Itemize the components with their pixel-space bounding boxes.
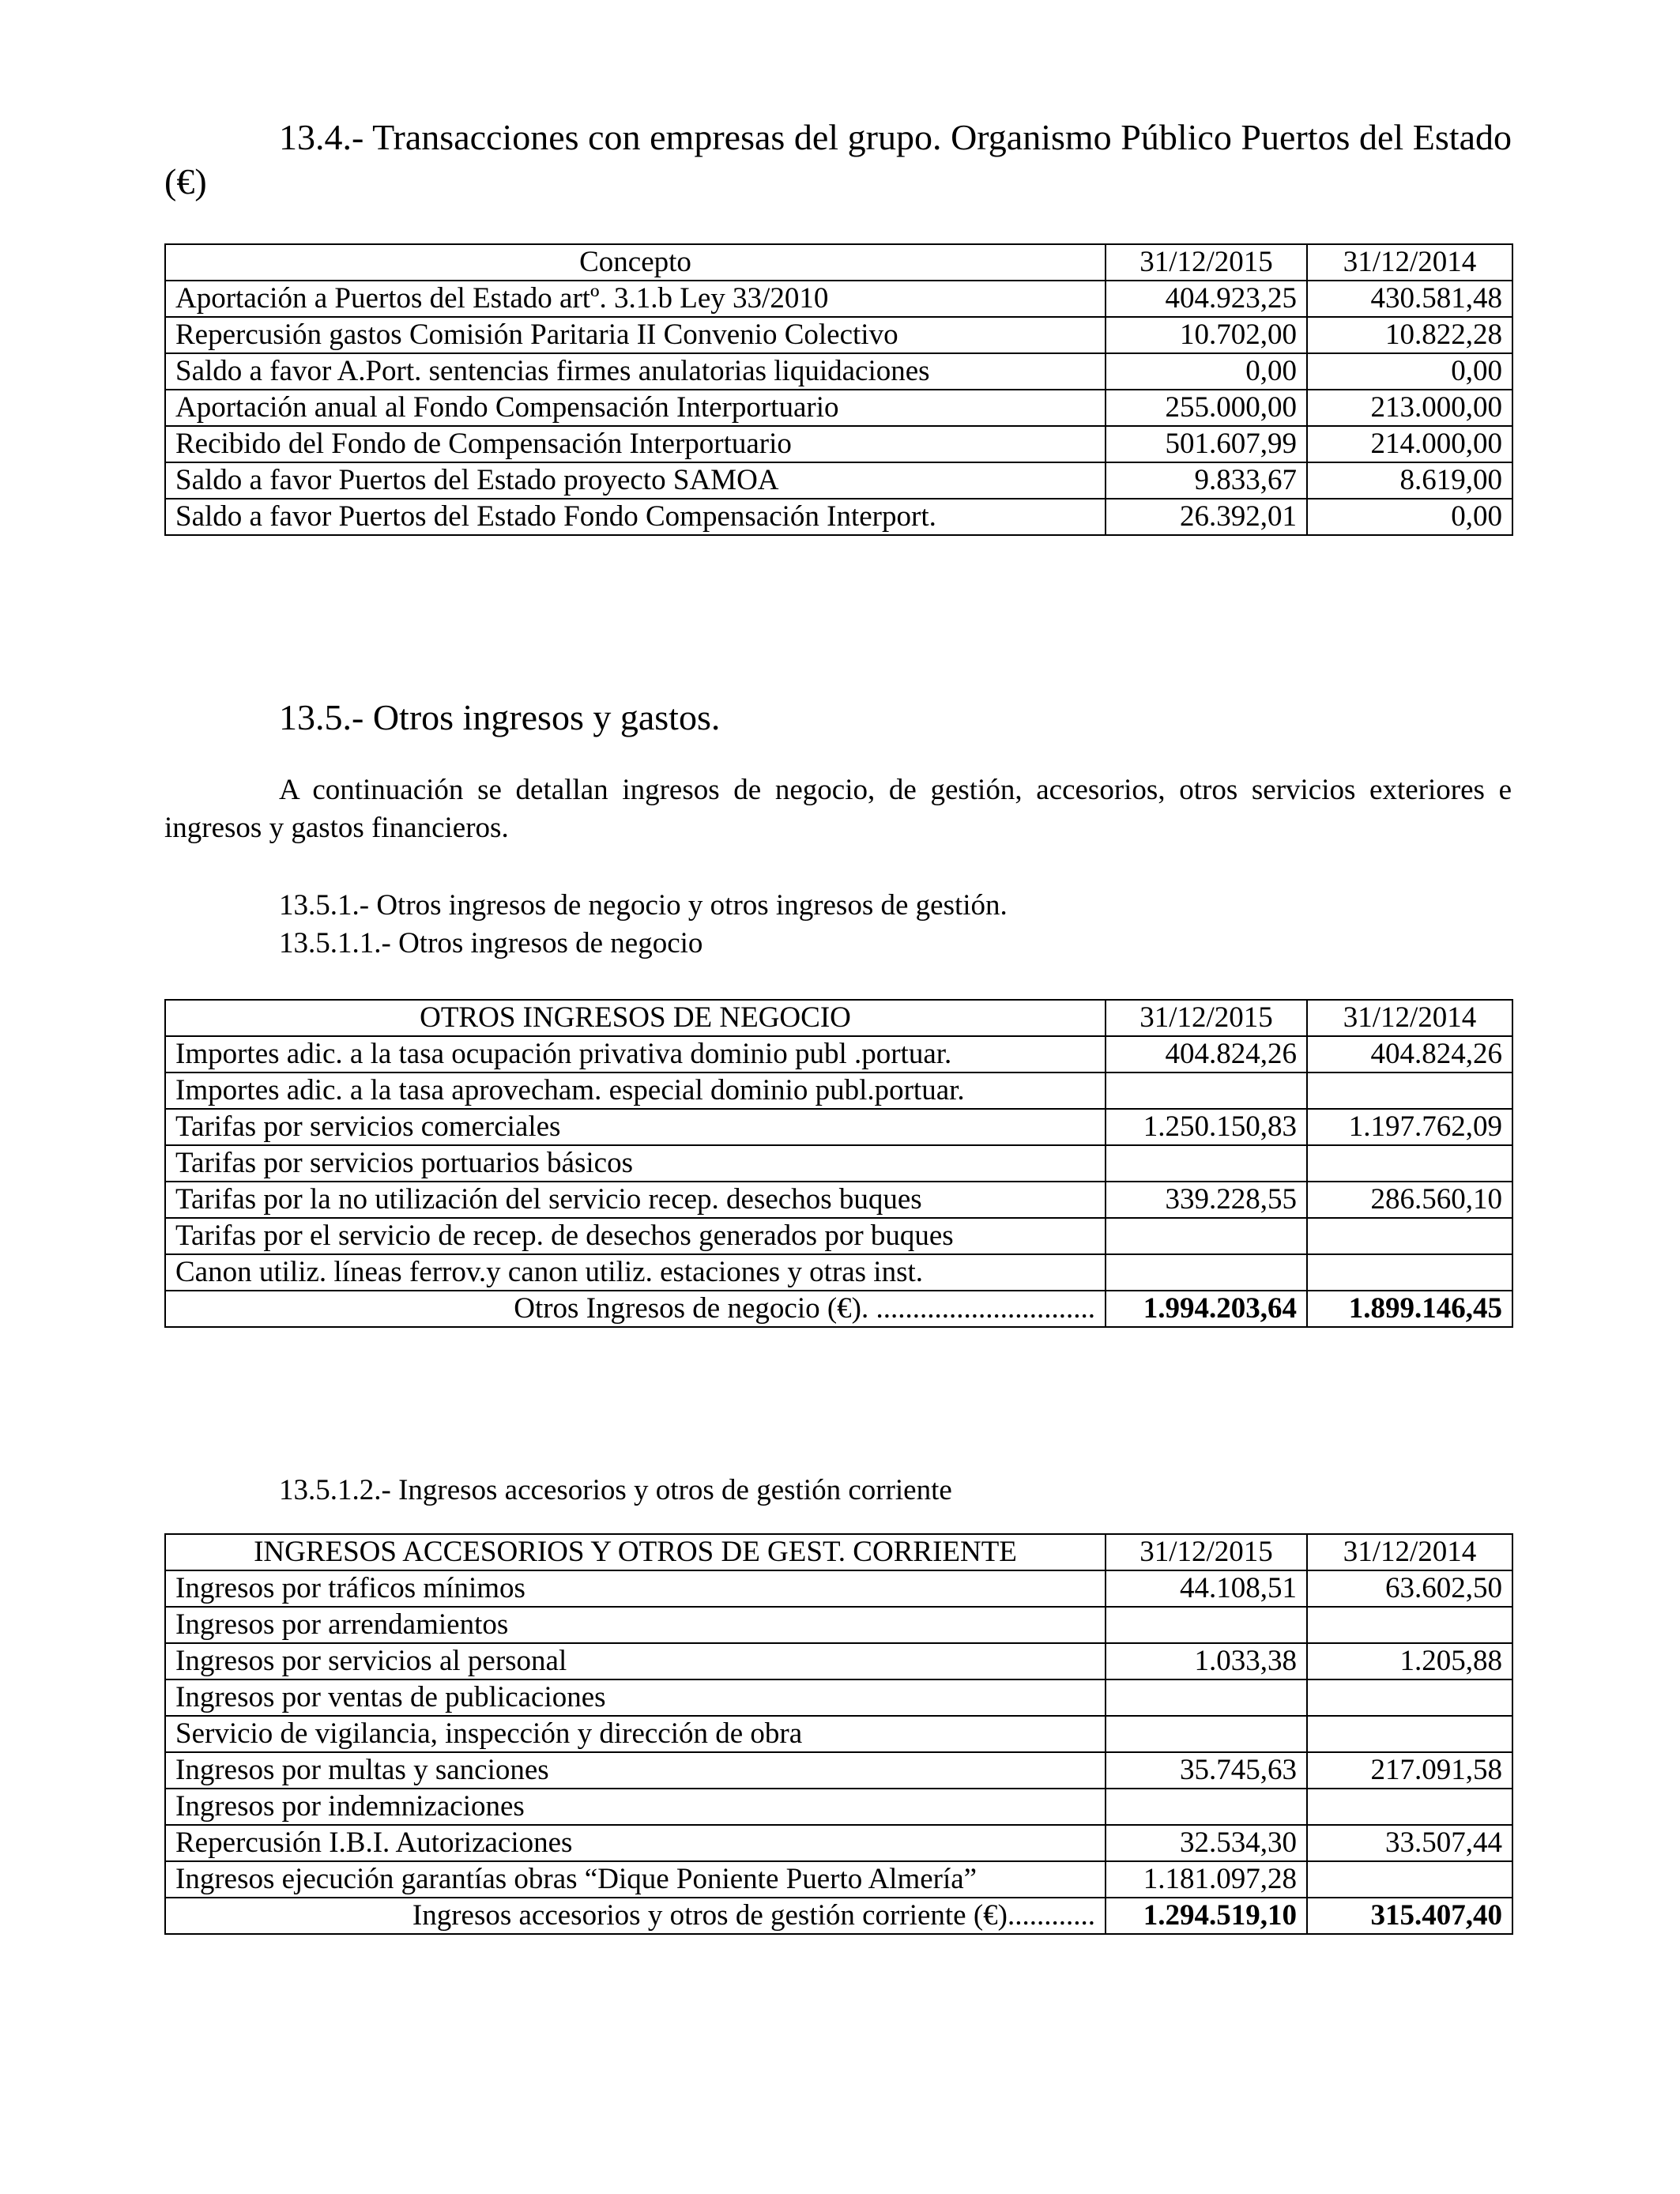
header-2015: 31/12/2015 bbox=[1106, 1000, 1307, 1036]
row-value-2014 bbox=[1307, 1789, 1512, 1825]
table-row bbox=[165, 1679, 1512, 1716]
row-label: Ingresos por multas y sanciones bbox=[165, 1752, 1106, 1789]
table-row bbox=[165, 1570, 1512, 1607]
header-2015: 31/12/2015 bbox=[1106, 1534, 1307, 1570]
table-row bbox=[165, 1752, 1512, 1789]
row-value-2014 bbox=[1307, 1218, 1512, 1254]
table-transacciones-grupo bbox=[164, 243, 1513, 536]
total-value-2015: 1.294.519,10 bbox=[1106, 1898, 1307, 1934]
table-ingresos-accesorios bbox=[164, 1533, 1513, 1935]
header-2015: 31/12/2015 bbox=[1106, 244, 1307, 281]
row-value-2014: 213.000,00 bbox=[1307, 390, 1512, 426]
row-value-2014: 1.205,88 bbox=[1307, 1643, 1512, 1679]
row-label: Servicio de vigilancia, inspección y dirección de obra bbox=[165, 1716, 1106, 1752]
header-concepto: INGRESOS ACCESORIOS Y OTROS DE GEST. CORRIENTE bbox=[165, 1534, 1106, 1570]
row-value-2014 bbox=[1307, 1716, 1512, 1752]
row-label: Aportación a Puertos del Estado artº. 3.1.b Ley 33/2010 bbox=[165, 281, 1106, 317]
row-value-2014: 0,00 bbox=[1307, 499, 1512, 535]
row-value-2015 bbox=[1106, 1072, 1307, 1109]
section-13-4-heading: 13.4.- Transacciones con empresas del grupo. Organismo Público Puertos del Estado (€) bbox=[164, 117, 1512, 202]
row-value-2015 bbox=[1106, 1789, 1307, 1825]
row-value-2015: 255.000,00 bbox=[1106, 390, 1307, 426]
table-row bbox=[165, 1218, 1512, 1254]
row-value-2014: 214.000,00 bbox=[1307, 426, 1512, 462]
table-row bbox=[165, 1716, 1512, 1752]
row-label: Ingresos por servicios al personal bbox=[165, 1643, 1106, 1679]
row-label: Ingresos por arrendamientos bbox=[165, 1607, 1106, 1643]
row-value-2015 bbox=[1106, 1679, 1307, 1716]
total-label: Ingresos accesorios y otros de gestión corriente (€)............ bbox=[165, 1898, 1106, 1934]
row-value-2015: 0,00 bbox=[1106, 353, 1307, 390]
row-label: Ingresos ejecución garantías obras “Dique Poniente Puerto Almería” bbox=[165, 1861, 1106, 1898]
row-value-2014 bbox=[1307, 1072, 1512, 1109]
table-row bbox=[165, 499, 1512, 535]
row-value-2014: 10.822,28 bbox=[1307, 317, 1512, 353]
table-row bbox=[165, 390, 1512, 426]
table-row bbox=[165, 1825, 1512, 1861]
table-row bbox=[165, 1072, 1512, 1109]
header-concepto: OTROS INGRESOS DE NEGOCIO bbox=[165, 1000, 1106, 1036]
section-13-5-heading: 13.5.- Otros ingresos y gastos. bbox=[279, 697, 721, 737]
total-value-2014: 315.407,40 bbox=[1307, 1898, 1512, 1934]
table-header-row bbox=[165, 244, 1512, 281]
row-label: Canon utiliz. líneas ferrov.y canon utiliz. estaciones y otras inst. bbox=[165, 1254, 1106, 1291]
row-value-2014: 33.507,44 bbox=[1307, 1825, 1512, 1861]
row-label: Recibido del Fondo de Compensación Interportuario bbox=[165, 426, 1106, 462]
row-label: Repercusión gastos Comisión Paritaria II Convenio Colectivo bbox=[165, 317, 1106, 353]
row-value-2015: 35.745,63 bbox=[1106, 1752, 1307, 1789]
row-value-2015: 9.833,67 bbox=[1106, 462, 1307, 499]
row-label: Importes adic. a la tasa aprovecham. especial dominio publ.portuar. bbox=[165, 1072, 1106, 1109]
row-value-2014: 1.197.762,09 bbox=[1307, 1109, 1512, 1145]
total-value-2014: 1.899.146,45 bbox=[1307, 1291, 1512, 1327]
row-label: Ingresos por ventas de publicaciones bbox=[165, 1679, 1106, 1716]
table-row bbox=[165, 1182, 1512, 1218]
row-value-2015: 404.923,25 bbox=[1106, 281, 1307, 317]
table-row bbox=[165, 1109, 1512, 1145]
section-13-5-intro: A continuación se detallan ingresos de negocio, de gestión, accesorios, otros servicios exteriores e ingresos y gastos financieros. bbox=[164, 774, 1512, 844]
row-value-2014 bbox=[1307, 1145, 1512, 1182]
row-value-2014: 404.824,26 bbox=[1307, 1036, 1512, 1072]
row-label: Saldo a favor A.Port. sentencias firmes anulatorias liquidaciones bbox=[165, 353, 1106, 390]
row-value-2014: 286.560,10 bbox=[1307, 1182, 1512, 1218]
subsection-13-5-1-1: 13.5.1.1.- Otros ingresos de negocio bbox=[279, 927, 703, 959]
table-row bbox=[165, 1643, 1512, 1679]
table-row bbox=[165, 281, 1512, 317]
table-total-row bbox=[165, 1898, 1512, 1934]
row-value-2014 bbox=[1307, 1861, 1512, 1898]
header-2014: 31/12/2014 bbox=[1307, 1534, 1512, 1570]
table-otros-ingresos-negocio bbox=[164, 999, 1513, 1328]
row-value-2015: 404.824,26 bbox=[1106, 1036, 1307, 1072]
row-label: Importes adic. a la tasa ocupación privativa dominio publ .portuar. bbox=[165, 1036, 1106, 1072]
table-row bbox=[165, 317, 1512, 353]
total-label: Otros Ingresos de negocio (€). .............................. bbox=[165, 1291, 1106, 1327]
row-value-2015: 26.392,01 bbox=[1106, 499, 1307, 535]
table-row bbox=[165, 1789, 1512, 1825]
row-value-2015: 1.181.097,28 bbox=[1106, 1861, 1307, 1898]
row-label: Repercusión I.B.I. Autorizaciones bbox=[165, 1825, 1106, 1861]
row-value-2015 bbox=[1106, 1254, 1307, 1291]
row-value-2015: 44.108,51 bbox=[1106, 1570, 1307, 1607]
row-value-2014: 0,00 bbox=[1307, 353, 1512, 390]
table-row bbox=[165, 1036, 1512, 1072]
row-label: Tarifas por la no utilización del servicio recep. desechos buques bbox=[165, 1182, 1106, 1218]
subsection-13-5-1: 13.5.1.- Otros ingresos de negocio y otros ingresos de gestión. bbox=[279, 889, 1008, 922]
table-total-row bbox=[165, 1291, 1512, 1327]
row-label: Tarifas por servicios portuarios básicos bbox=[165, 1145, 1106, 1182]
subsection-13-5-1-2: 13.5.1.2.- Ingresos accesorios y otros de gestión corriente bbox=[279, 1474, 952, 1506]
row-value-2014 bbox=[1307, 1254, 1512, 1291]
table-row bbox=[165, 1254, 1512, 1291]
table-header-row bbox=[165, 1000, 1512, 1036]
total-value-2015: 1.994.203,64 bbox=[1106, 1291, 1307, 1327]
table-row bbox=[165, 426, 1512, 462]
row-label: Saldo a favor Puertos del Estado Fondo Compensación Interport. bbox=[165, 499, 1106, 535]
row-value-2015: 501.607,99 bbox=[1106, 426, 1307, 462]
row-value-2015 bbox=[1106, 1716, 1307, 1752]
row-value-2014: 63.602,50 bbox=[1307, 1570, 1512, 1607]
row-value-2015: 10.702,00 bbox=[1106, 317, 1307, 353]
row-value-2014: 430.581,48 bbox=[1307, 281, 1512, 317]
row-value-2015 bbox=[1106, 1145, 1307, 1182]
row-label: Saldo a favor Puertos del Estado proyecto SAMOA bbox=[165, 462, 1106, 499]
row-value-2015: 1.250.150,83 bbox=[1106, 1109, 1307, 1145]
row-label: Ingresos por tráficos mínimos bbox=[165, 1570, 1106, 1607]
row-value-2015 bbox=[1106, 1218, 1307, 1254]
table-row bbox=[165, 353, 1512, 390]
header-2014: 31/12/2014 bbox=[1307, 1000, 1512, 1036]
row-value-2014 bbox=[1307, 1679, 1512, 1716]
table-row bbox=[165, 1607, 1512, 1643]
row-value-2015: 1.033,38 bbox=[1106, 1643, 1307, 1679]
table-header-row bbox=[165, 1534, 1512, 1570]
table-row bbox=[165, 462, 1512, 499]
row-label: Ingresos por indemnizaciones bbox=[165, 1789, 1106, 1825]
row-value-2015: 32.534,30 bbox=[1106, 1825, 1307, 1861]
row-label: Tarifas por servicios comerciales bbox=[165, 1109, 1106, 1145]
row-value-2014 bbox=[1307, 1607, 1512, 1643]
row-value-2014: 8.619,00 bbox=[1307, 462, 1512, 499]
table-row bbox=[165, 1145, 1512, 1182]
row-value-2015: 339.228,55 bbox=[1106, 1182, 1307, 1218]
row-value-2014: 217.091,58 bbox=[1307, 1752, 1512, 1789]
header-2014: 31/12/2014 bbox=[1307, 244, 1512, 281]
row-label: Aportación anual al Fondo Compensación Interportuario bbox=[165, 390, 1106, 426]
header-concepto: Concepto bbox=[165, 244, 1106, 281]
table-row bbox=[165, 1861, 1512, 1898]
row-value-2015 bbox=[1106, 1607, 1307, 1643]
row-label: Tarifas por el servicio de recep. de desechos generados por buques bbox=[165, 1218, 1106, 1254]
